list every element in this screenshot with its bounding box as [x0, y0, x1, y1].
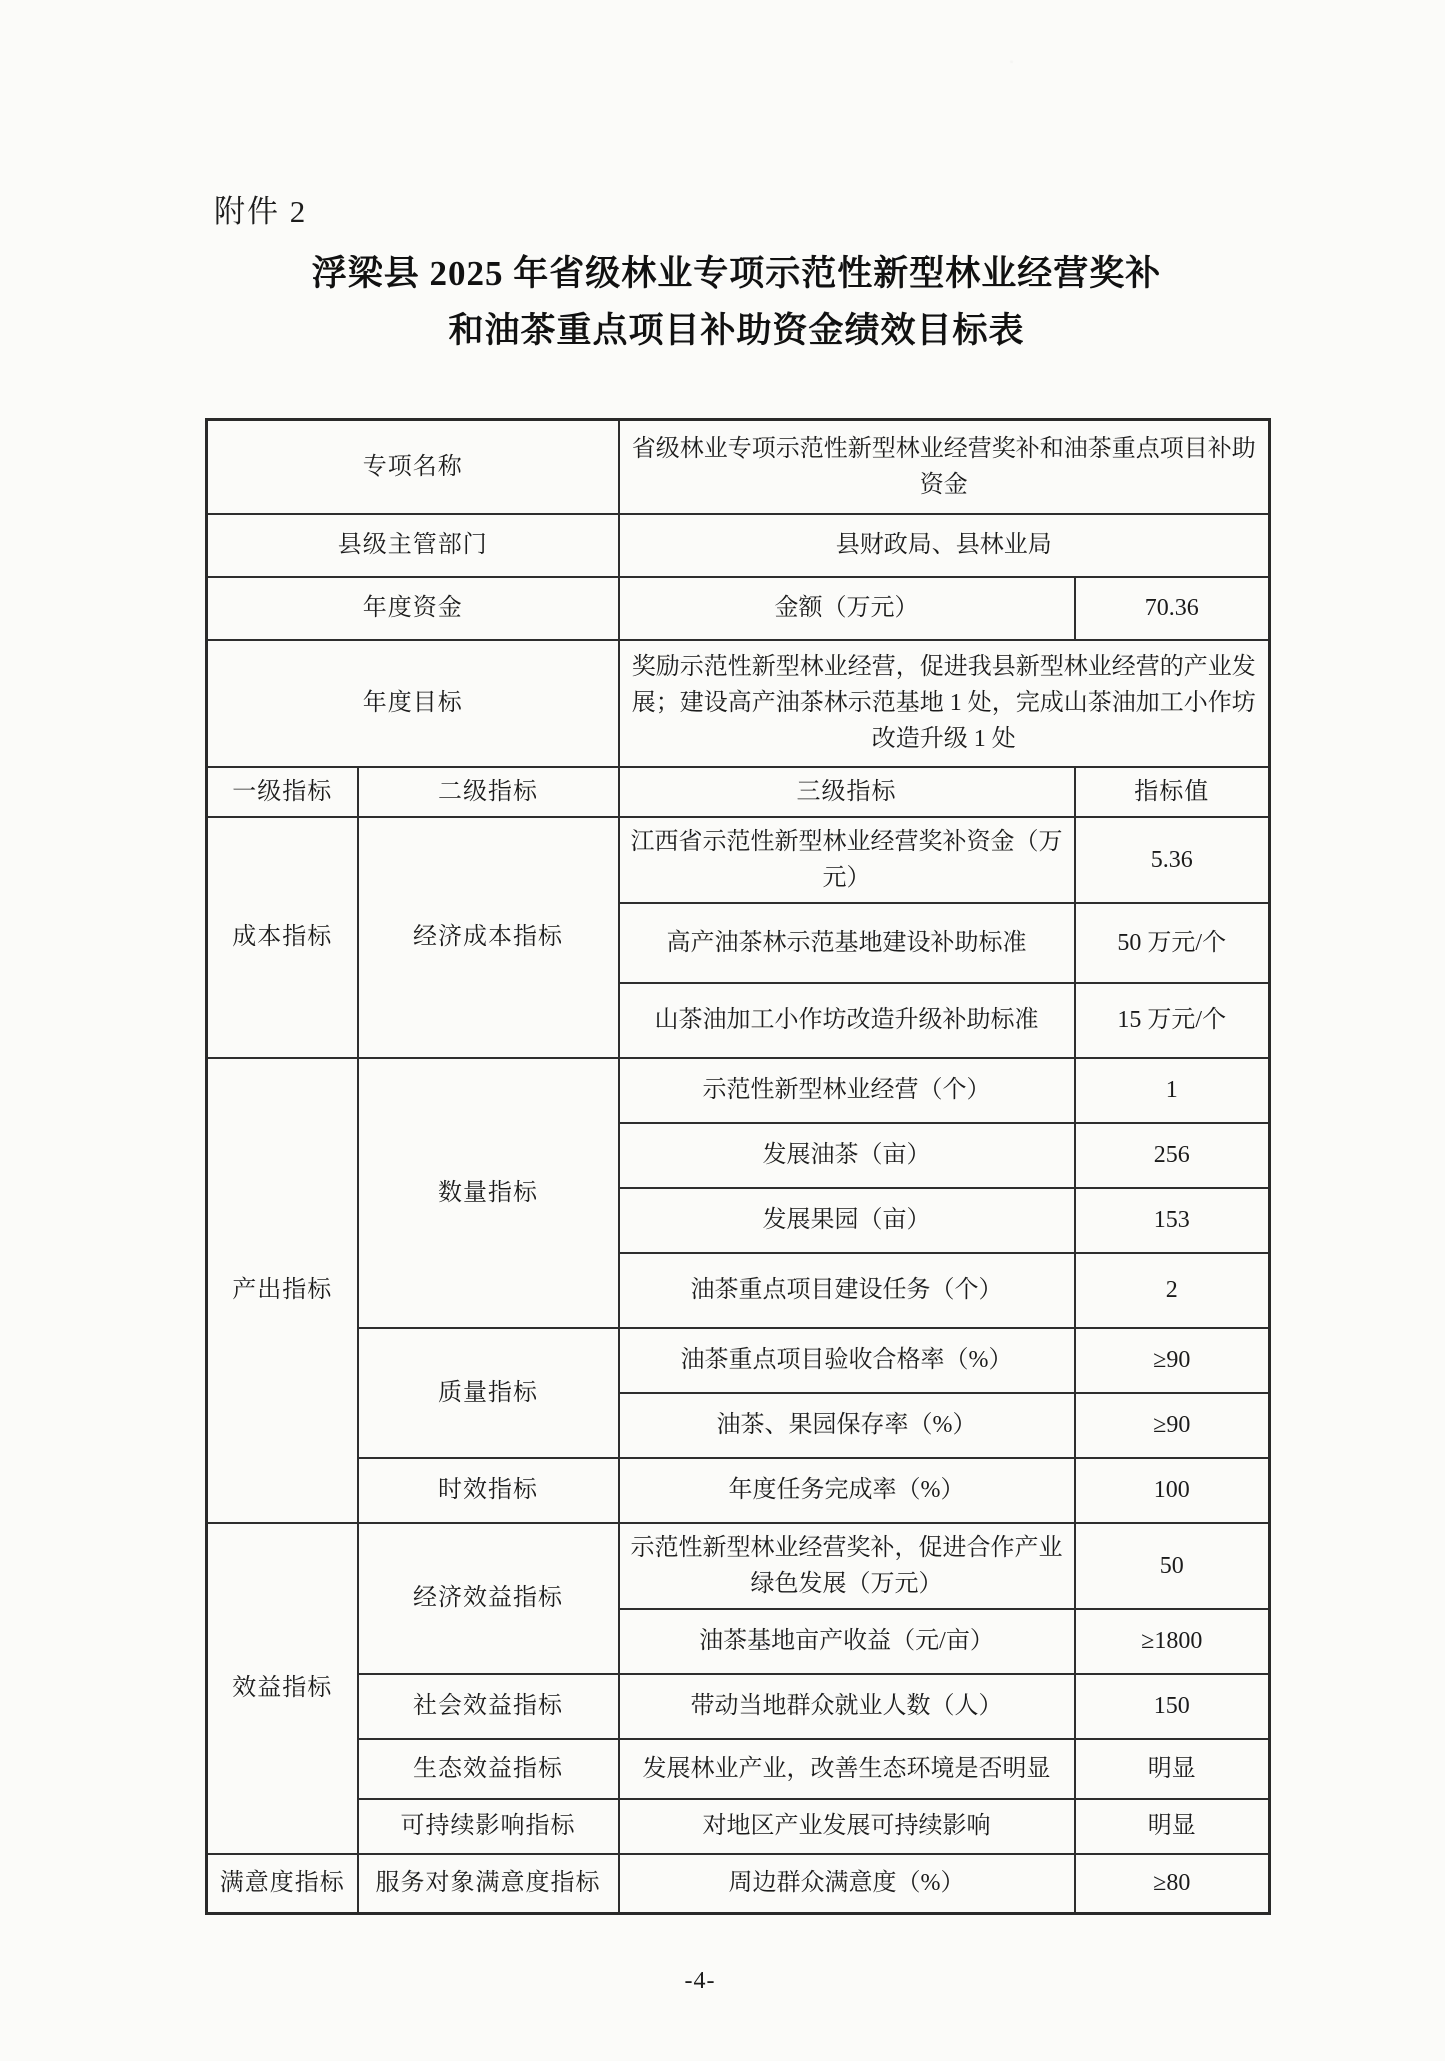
table-row — [207, 1799, 1270, 1854]
attachment-label: 附件 2 — [214, 194, 308, 229]
value-cell: 明显 — [1075, 1739, 1270, 1799]
annual-goal-value: 奖励示范性新型林业经营，促进我县新型林业经营的产业发展；建设高产油茶林示范基地 1 处，完成山茶油加工小作坊改造升级 1 处 — [619, 640, 1270, 767]
header-level3: 三级指标 — [619, 767, 1075, 817]
l3-cell: 发展果园（亩） — [619, 1188, 1075, 1253]
value-cell: 1 — [1075, 1058, 1270, 1123]
annual-goal-label: 年度目标 — [207, 640, 619, 767]
header-level2: 二级指标 — [358, 767, 619, 817]
l2-cell: 经济成本指标 — [358, 817, 619, 1058]
l3-cell: 江西省示范性新型林业经营奖补资金（万元） — [619, 817, 1075, 903]
value-cell: 5.36 — [1075, 817, 1270, 903]
title-line-2: 和油茶重点项目补助资金绩效目标表 — [448, 310, 1025, 350]
l3-cell: 高产油茶林示范基地建设补助标准 — [619, 903, 1075, 983]
l3-cell: 周边群众满意度（%） — [619, 1854, 1075, 1914]
header-value: 指标值 — [1075, 767, 1270, 817]
annual-fund-label: 年度资金 — [207, 577, 619, 640]
value-cell: ≥1800 — [1075, 1609, 1270, 1674]
value-cell: 2 — [1075, 1253, 1270, 1328]
l1-cell: 效益指标 — [207, 1523, 358, 1854]
table-row — [207, 1523, 1270, 1609]
project-name-value: 省级林业专项示范性新型林业经营奖补和油茶重点项目补助资金 — [619, 420, 1270, 514]
value-cell: ≥90 — [1075, 1328, 1270, 1393]
amount-value-cell: 70.36 — [1075, 577, 1270, 640]
l3-cell: 年度任务完成率（%） — [619, 1458, 1075, 1523]
table-row — [207, 1058, 1270, 1123]
l3-cell: 发展油茶（亩） — [619, 1123, 1075, 1188]
value-cell: 150 — [1075, 1674, 1270, 1739]
l2-cell: 社会效益指标 — [358, 1674, 619, 1739]
county-dept-label: 县级主管部门 — [207, 514, 619, 577]
l3-cell: 油茶基地亩产收益（元/亩） — [619, 1609, 1075, 1674]
l2-cell: 时效指标 — [358, 1458, 619, 1523]
county-dept-value: 县财政局、县林业局 — [619, 514, 1270, 577]
performance-target-table — [205, 418, 1271, 1915]
l1-cell: 满意度指标 — [207, 1854, 358, 1914]
value-cell: 100 — [1075, 1458, 1270, 1523]
table-row — [207, 1674, 1270, 1739]
document-title — [205, 246, 1268, 359]
value-cell: 153 — [1075, 1188, 1270, 1253]
l3-cell: 油茶、果园保存率（%） — [619, 1393, 1075, 1458]
project-name-label: 专项名称 — [207, 420, 619, 514]
l1-cell: 成本指标 — [207, 817, 358, 1058]
table-row — [207, 817, 1270, 903]
l3-cell: 油茶重点项目建设任务（个） — [619, 1253, 1075, 1328]
value-cell: 15 万元/个 — [1075, 983, 1270, 1058]
l3-cell: 油茶重点项目验收合格率（%） — [619, 1328, 1075, 1393]
value-cell: 50 — [1075, 1523, 1270, 1609]
l2-cell: 服务对象满意度指标 — [358, 1854, 619, 1914]
table-row — [207, 514, 1270, 577]
table-row — [207, 1854, 1270, 1914]
table-row — [207, 420, 1270, 514]
l2-cell: 经济效益指标 — [358, 1523, 619, 1674]
value-cell: 明显 — [1075, 1799, 1270, 1854]
l3-cell: 发展林业产业，改善生态环境是否明显 — [619, 1739, 1075, 1799]
table-row — [207, 1328, 1270, 1393]
value-cell: ≥90 — [1075, 1393, 1270, 1458]
table-row — [207, 1458, 1270, 1523]
value-cell: ≥80 — [1075, 1854, 1270, 1914]
title-line-1: 浮梁县 2025 年省级林业专项示范性新型林业经营奖补 — [311, 254, 1162, 293]
l3-cell: 对地区产业发展可持续影响 — [619, 1799, 1075, 1854]
l3-cell: 示范性新型林业经营奖补，促进合作产业绿色发展（万元） — [619, 1523, 1075, 1609]
header-level1: 一级指标 — [207, 767, 358, 817]
value-cell: 256 — [1075, 1123, 1270, 1188]
table-row — [207, 640, 1270, 767]
table-row — [207, 577, 1270, 640]
l2-cell: 数量指标 — [358, 1058, 619, 1328]
table-header-row — [207, 767, 1270, 817]
l2-cell: 质量指标 — [358, 1328, 619, 1458]
l3-cell: 带动当地群众就业人数（人） — [619, 1674, 1075, 1739]
l1-cell: 产出指标 — [207, 1058, 358, 1523]
page-number: -4- — [684, 1968, 716, 1994]
l3-cell: 山茶油加工小作坊改造升级补助标准 — [619, 983, 1075, 1058]
value-cell: 50 万元/个 — [1075, 903, 1270, 983]
l3-cell: 示范性新型林业经营（个） — [619, 1058, 1075, 1123]
table-row — [207, 1739, 1270, 1799]
l2-cell: 生态效益指标 — [358, 1739, 619, 1799]
l2-cell: 可持续影响指标 — [358, 1799, 619, 1854]
amount-unit-cell: 金额（万元） — [619, 577, 1075, 640]
